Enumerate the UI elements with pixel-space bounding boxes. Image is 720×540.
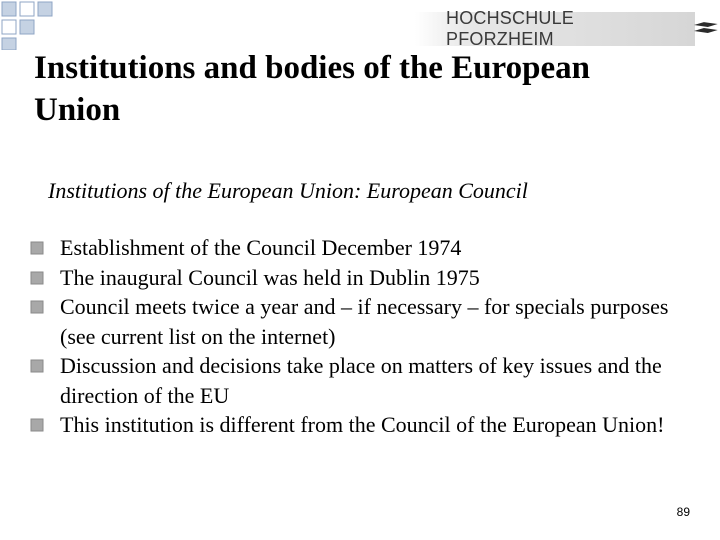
bullet-item xyxy=(30,292,690,351)
hochschule-pforzheim-logo-icon xyxy=(692,20,720,38)
page-number: 89 xyxy=(676,505,690,519)
square-bullet-icon xyxy=(30,300,44,314)
square-bullet-icon xyxy=(30,359,44,373)
bullet-item xyxy=(30,263,690,293)
university-logo xyxy=(446,8,720,49)
square-bullet-icon xyxy=(30,271,44,285)
bullet-item xyxy=(30,351,690,410)
slide-subtitle: Institutions of the European Union: European Council xyxy=(48,178,528,203)
bullet-item xyxy=(30,410,690,440)
slide-title: Institutions and bodies of the European Union xyxy=(34,50,590,128)
bullet-text: The inaugural Council was held in Dublin 1975 xyxy=(60,264,480,290)
square-bullet-icon xyxy=(30,418,44,432)
bullet-item xyxy=(30,233,690,263)
bullet-list xyxy=(30,233,690,440)
bullet-text: Discussion and decisions take place on matters of key issues and the direction of the EU xyxy=(60,353,662,408)
logo-text: HOCHSCHULE PFORZHEIM xyxy=(446,8,575,49)
bullet-text: This institution is different from the Council of the European Union! xyxy=(60,412,665,437)
bullet-text: Establishment of the Council December 1974 xyxy=(60,235,462,260)
square-bullet-icon xyxy=(30,241,44,255)
checker-squares-decoration-icon xyxy=(0,0,90,50)
bullet-text: Council meets twice a year and – if necessary – for specials purposes (see current list on the internet) xyxy=(60,294,669,349)
